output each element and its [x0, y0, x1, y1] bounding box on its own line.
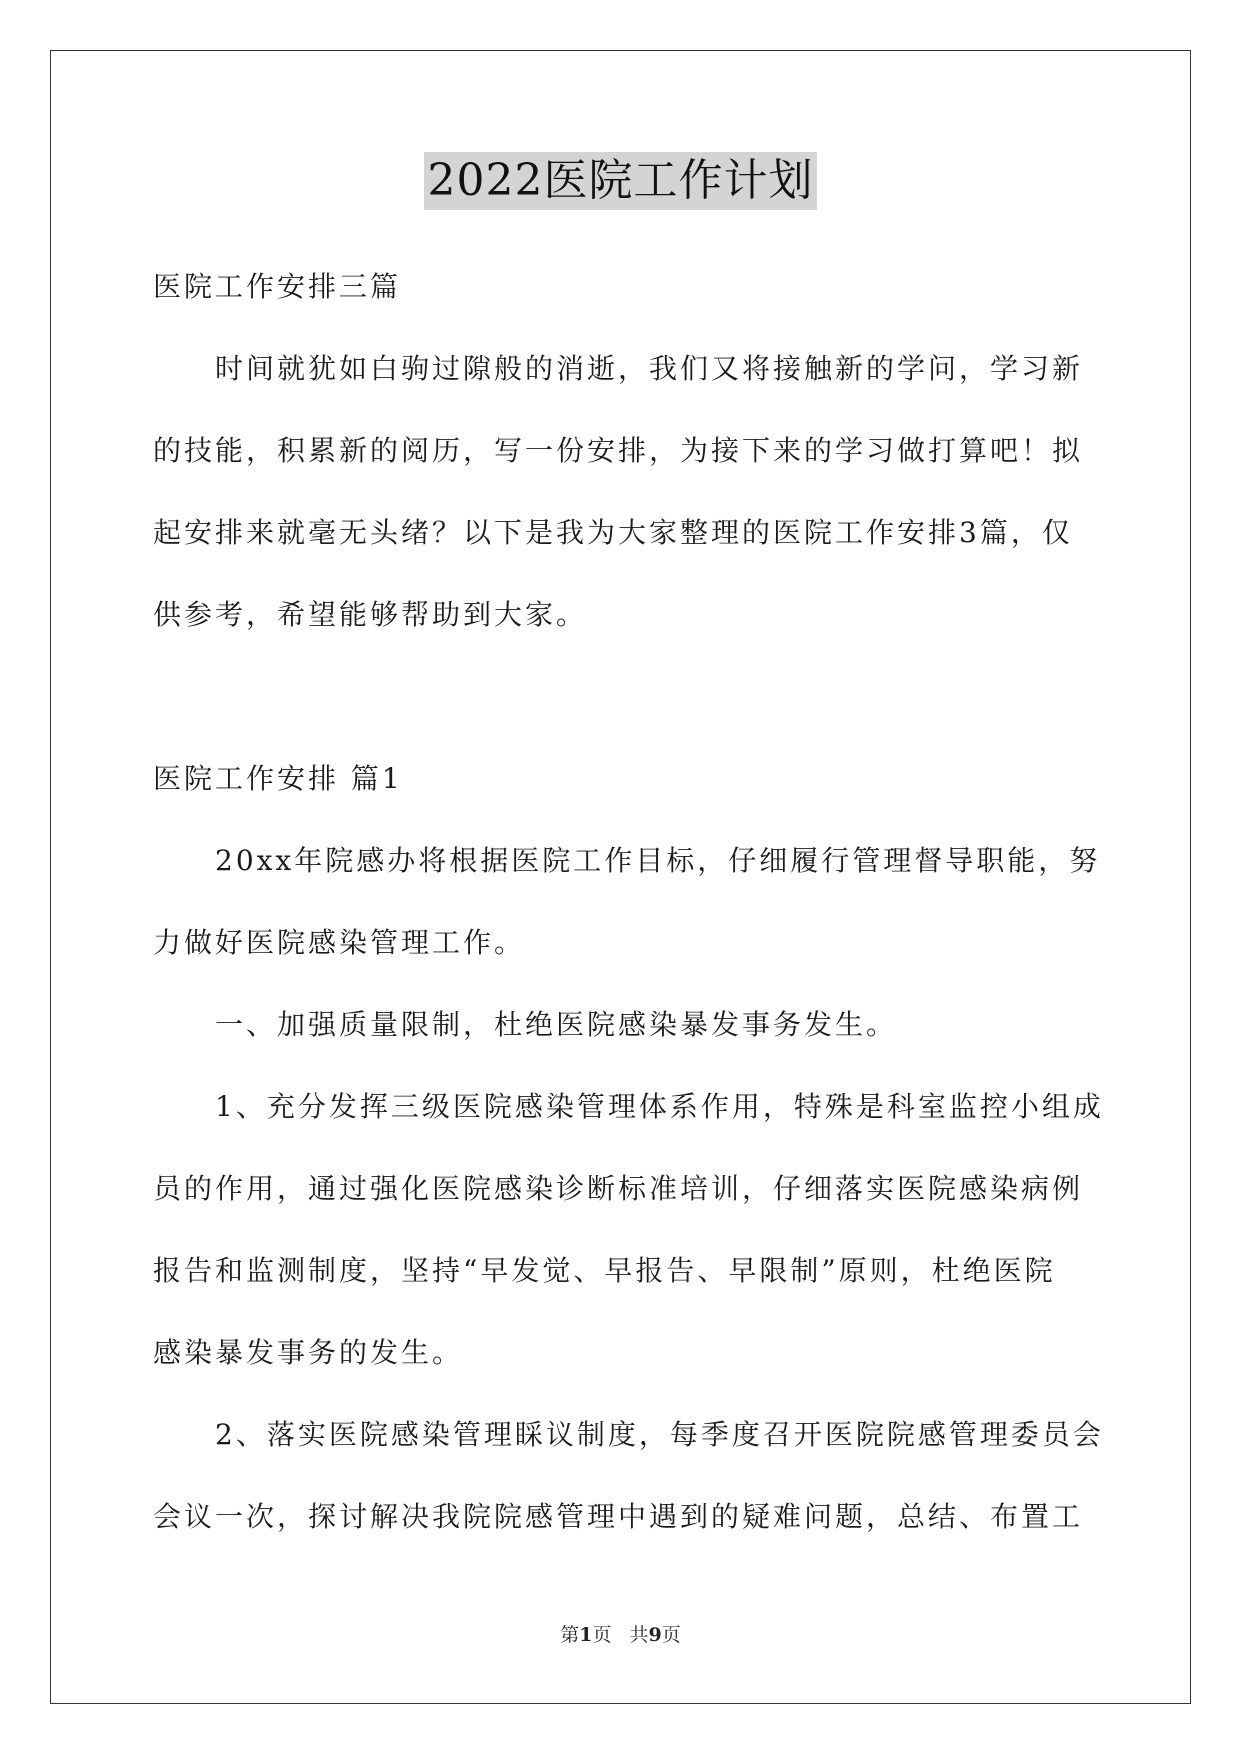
text-line: 1、充分发挥三级医院感染管理体系作用，特殊是科室监控小组成: [215, 1090, 1104, 1123]
text-line: 起安排来就毫无头绪？以下是我为大家整理的医院工作安排3篇，仅: [153, 516, 1073, 549]
text-line: 20xx年院感办将根据医院工作目标，仔细履行管理督导职能，努: [215, 844, 1101, 877]
page-footer: [0, 1620, 1241, 1647]
text-line: 2、落实医院感染管理睬议制度，每季度召开医院院感管理委员会: [215, 1418, 1104, 1451]
blank-line: [153, 669, 1088, 751]
text-line: 供参考，希望能够帮助到大家。: [153, 598, 588, 631]
text-line: 时间就犹如白驹过隙般的消逝，我们又将接触新的学问，学习新: [215, 352, 1084, 385]
text-line: 报告和监测制度，坚持“早发觉、早报告、早限制”原则，杜绝医院: [153, 1254, 1056, 1287]
title-container: [0, 152, 1241, 210]
current-page-number: 1: [579, 1624, 593, 1646]
document-title: 2022医院工作计划: [424, 152, 818, 210]
text-line: 一、加强质量限制，杜绝医院感染暴发事务发生。: [215, 1008, 898, 1041]
text-line: 医院工作安排三篇: [153, 270, 402, 303]
text-line: 的技能，积累新的阅历，写一份安排，为接下来的学习做打算吧！拟: [153, 434, 1084, 467]
text-line: 员的作用，通过强化医院感染诊断标准培训，仔细落实医院感染病例: [153, 1172, 1084, 1205]
text-line: 力做好医院感染管理工作。: [153, 926, 526, 959]
document-body: [153, 259, 1104, 1571]
footer-total-prefix: 共: [629, 1624, 649, 1646]
footer-total-unit: 页: [661, 1624, 681, 1646]
text-line: 医院工作安排 篇1: [153, 762, 403, 795]
total-pages-number: 9: [648, 1624, 662, 1646]
text-line: 会议一次，探讨解决我院院感管理中遇到的疑难问题，总结、布置工: [153, 1500, 1084, 1533]
footer-page-unit: 页: [592, 1624, 612, 1646]
footer-prefix: 第: [560, 1624, 580, 1646]
text-line: 感染暴发事务的发生。: [153, 1336, 464, 1369]
